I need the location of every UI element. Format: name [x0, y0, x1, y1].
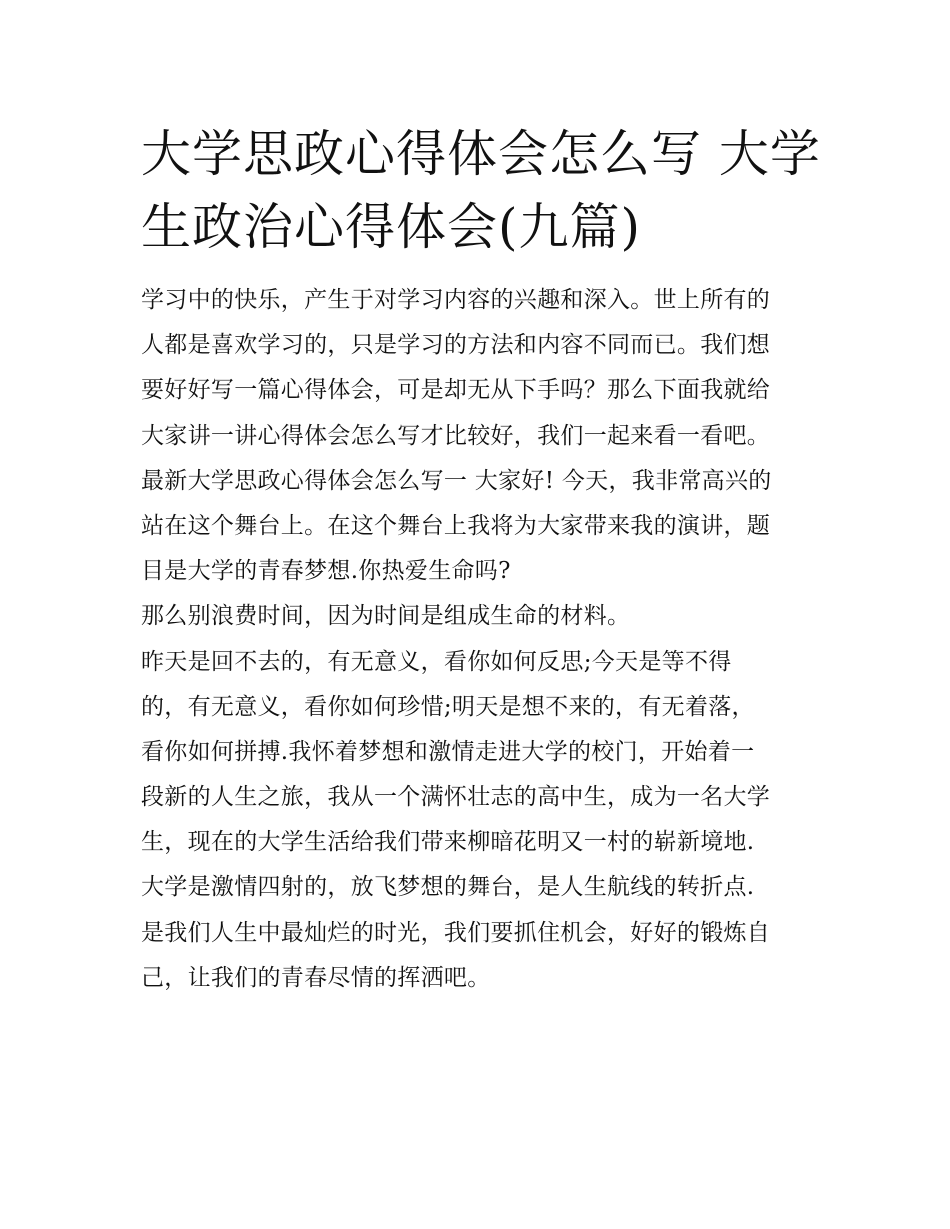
body-line: 最新大学思政心得体会怎么写一 大家好! 今天，我非常高兴的	[141, 467, 772, 494]
body-line: 那么别浪费时间，因为时间是组成生命的材料。	[141, 603, 631, 630]
body-line: 学习中的快乐，产生于对学习内容的兴趣和深入。世上所有的	[141, 287, 771, 313]
document-body	[141, 278, 831, 1001]
body-line: 要好好写一篇心得体会，可是却无从下手吗？那么下面我就给	[141, 377, 771, 404]
body-line: 己，让我们的青春尽情的挥洒吧。	[141, 964, 491, 991]
body-line: 大家讲一讲心得体会怎么写才比较好，我们一起来看一看吧。	[141, 422, 771, 449]
title-line: 生政治心得体会(九篇)	[141, 198, 642, 256]
body-line: 大学是激情四射的，放飞梦想的舞台，是人生航线的转折点.	[141, 874, 755, 901]
body-line: 生，现在的大学生活给我们带来柳暗花明又一村的崭新境地.	[141, 829, 755, 856]
body-line: 段新的人生之旅，我从一个满怀壮志的高中生，成为一名大学	[141, 784, 771, 811]
body-line: 目是大学的青春梦想.你热爱生命吗?	[141, 558, 511, 585]
title-line: 大学思政心得体会怎么写 大学	[141, 125, 821, 183]
body-line: 昨天是回不去的，有无意义，看你如何反思;今天是等不得	[141, 648, 732, 675]
body-line: 看你如何拼搏.我怀着梦想和激情走进大学的校门，开始着一	[141, 738, 755, 765]
body-line: 的，有无意义，看你如何珍惜;明天是想不来的，有无着落，	[141, 693, 755, 720]
document-title	[141, 118, 821, 264]
body-line: 站在这个舞台上。在这个舞台上我将为大家带来我的演讲，题	[141, 512, 771, 539]
body-line: 人都是喜欢学习的，只是学习的方法和内容不同而已。我们想	[141, 332, 771, 359]
body-line: 是我们人生中最灿烂的时光，我们要抓住机会，好好的锻炼自	[141, 919, 771, 946]
